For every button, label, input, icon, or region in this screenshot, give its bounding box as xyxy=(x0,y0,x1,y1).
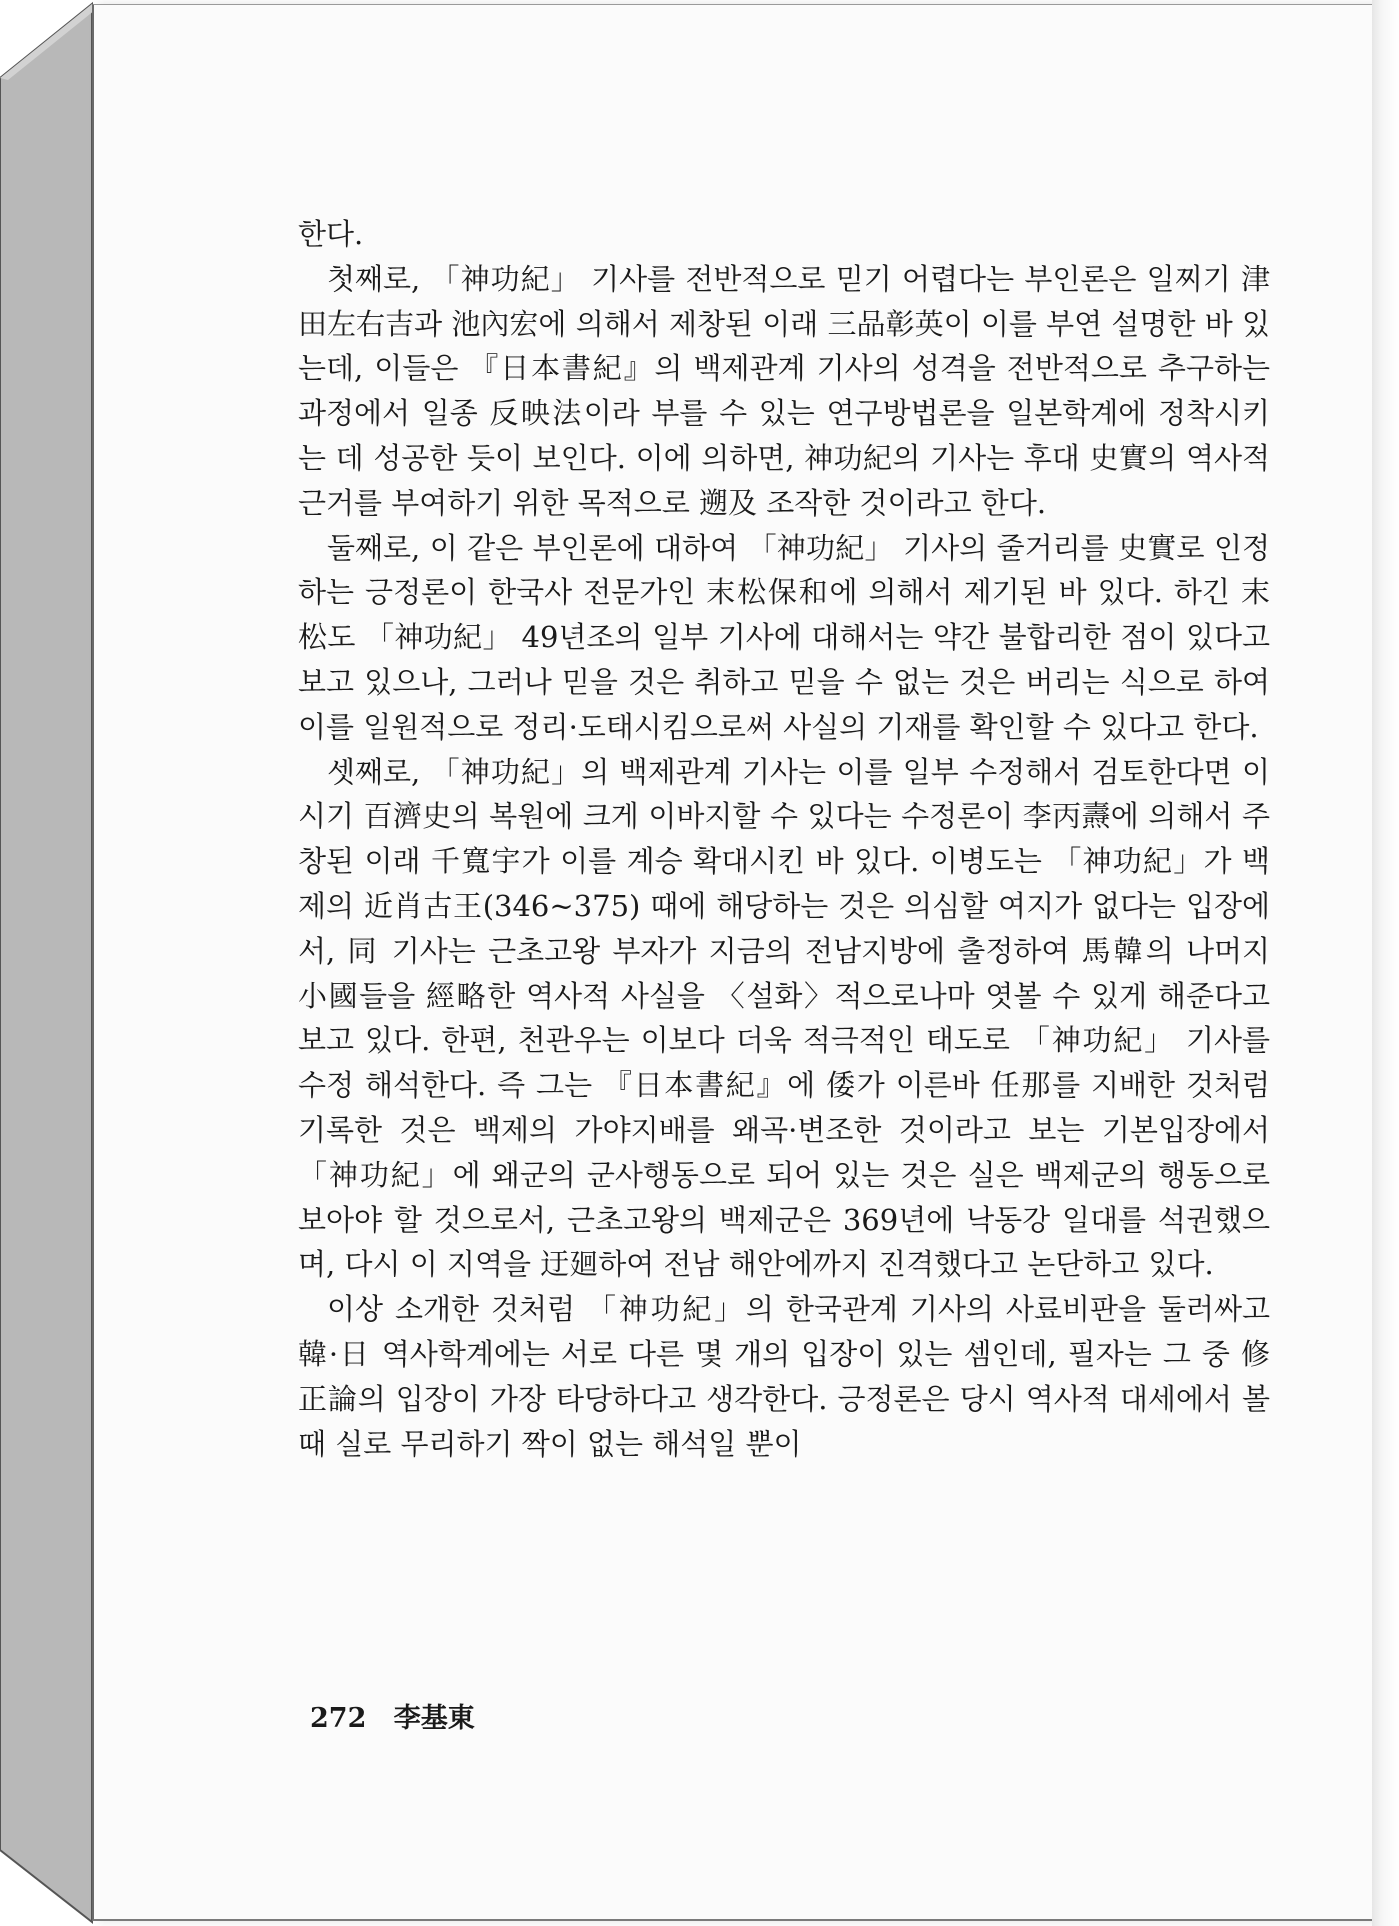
paragraph-2: 첫째로, 「神功紀」 기사를 전반적으로 믿기 어렵다는 부인론은 일찌기 津田左右吉과 池內宏에 의해서 제창된 이래 三品彰英이 이를 부연 설명한 바 있는데, 이들은 『日本書紀』의 백제관계 기사의 성격을 전반적으로 추구하는 과정에서 일종 反映法이라 부를 수 있는 연구방법론을 일본학계에 정착시키는 데 성공한 듯이 보인다. 이에 의하면, 神功紀의 기사는 후대 史實의 역사적 근거를 부여하기 위한 목적으로 遡及 조작한 것이라고 한다. xyxy=(298,261,1270,520)
book-spine xyxy=(0,0,100,1926)
paragraph-4: 셋째로, 「神功紀」의 백제관계 기사는 이를 일부 수정해서 검토한다면 이 시기 百濟史의 복원에 크게 이바지할 수 있다는 수정론이 李丙燾에 의해서 주창된 이래 千寬宇가 이를 계승 확대시킨 바 있다. 이병도는 「神功紀」가 백제의 近肖古王(346~375) 때에 해당하는 것은 의심할 여지가 없다는 입장에서, 同 기사는 근초고왕 부자가 지금의 전남지방에 출정하여 馬韓의 나머지 小國들을 經略한 역사적 사실을 〈설화〉적으로나마 엿볼 수 있게 해준다고 보고 있다. 한편, 천관우는 이보다 더욱 적극적인 태도로 「神功紀」 기사를 수정 해석한다. 즉 그는 『日本書紀』에 倭가 이른바 任那를 지배한 것처럼 기록한 것은 백제의 가야지배를 왜곡·변조한 것이라고 보는 기본입장에서 「神功紀」에 왜군의 군사행동으로 되어 있는 것은 실은 백제군의 행동으로 보아야 할 것으로서, 근초고왕의 백제군은 369년에 낙동강 일대를 석권했으며, 다시 이 지역을 迂廻하여 전남 해안에까지 진격했다고 논단하고 있다. xyxy=(298,754,1270,1282)
paragraph-1: 한다. xyxy=(298,217,364,251)
paragraph-3: 둘째로, 이 같은 부인론에 대하여 「神功紀」 기사의 줄거리를 史實로 인정하는 긍정론이 한국사 전문가인 末松保和에 의해서 제기된 바 있다. 하긴 末松도 「神功紀」 49년조의 일부 기사에 대해서는 약간 불합리한 점이 있다고 보고 있으나, 그러나 믿을 것은 취하고 믿을 수 없는 것은 버리는 식으로 하여 이를 일원적으로 정리·도태시킴으로써 사실의 기재를 확인할 수 있다고 한다. xyxy=(298,530,1270,744)
body-text xyxy=(298,212,1270,1466)
paragraph-5: 이상 소개한 것처럼 「神功紀」의 한국관계 기사의 사료비판을 둘러싸고 韓·日 역사학계에는 서로 다른 몇 개의 입장이 있는 셈인데, 필자는 그 중 修正論의 입장이 가장 타당하다고 생각한다. 긍정론은 당시 역사적 대세에서 볼 때 실로 무리하기 짝이 없는 해석일 뿐이 xyxy=(298,1292,1270,1461)
page-footer xyxy=(310,1696,475,1735)
page-edge xyxy=(1372,0,1399,1926)
running-author: 李基東 xyxy=(393,1703,475,1734)
page-number: 272 xyxy=(310,1703,367,1734)
